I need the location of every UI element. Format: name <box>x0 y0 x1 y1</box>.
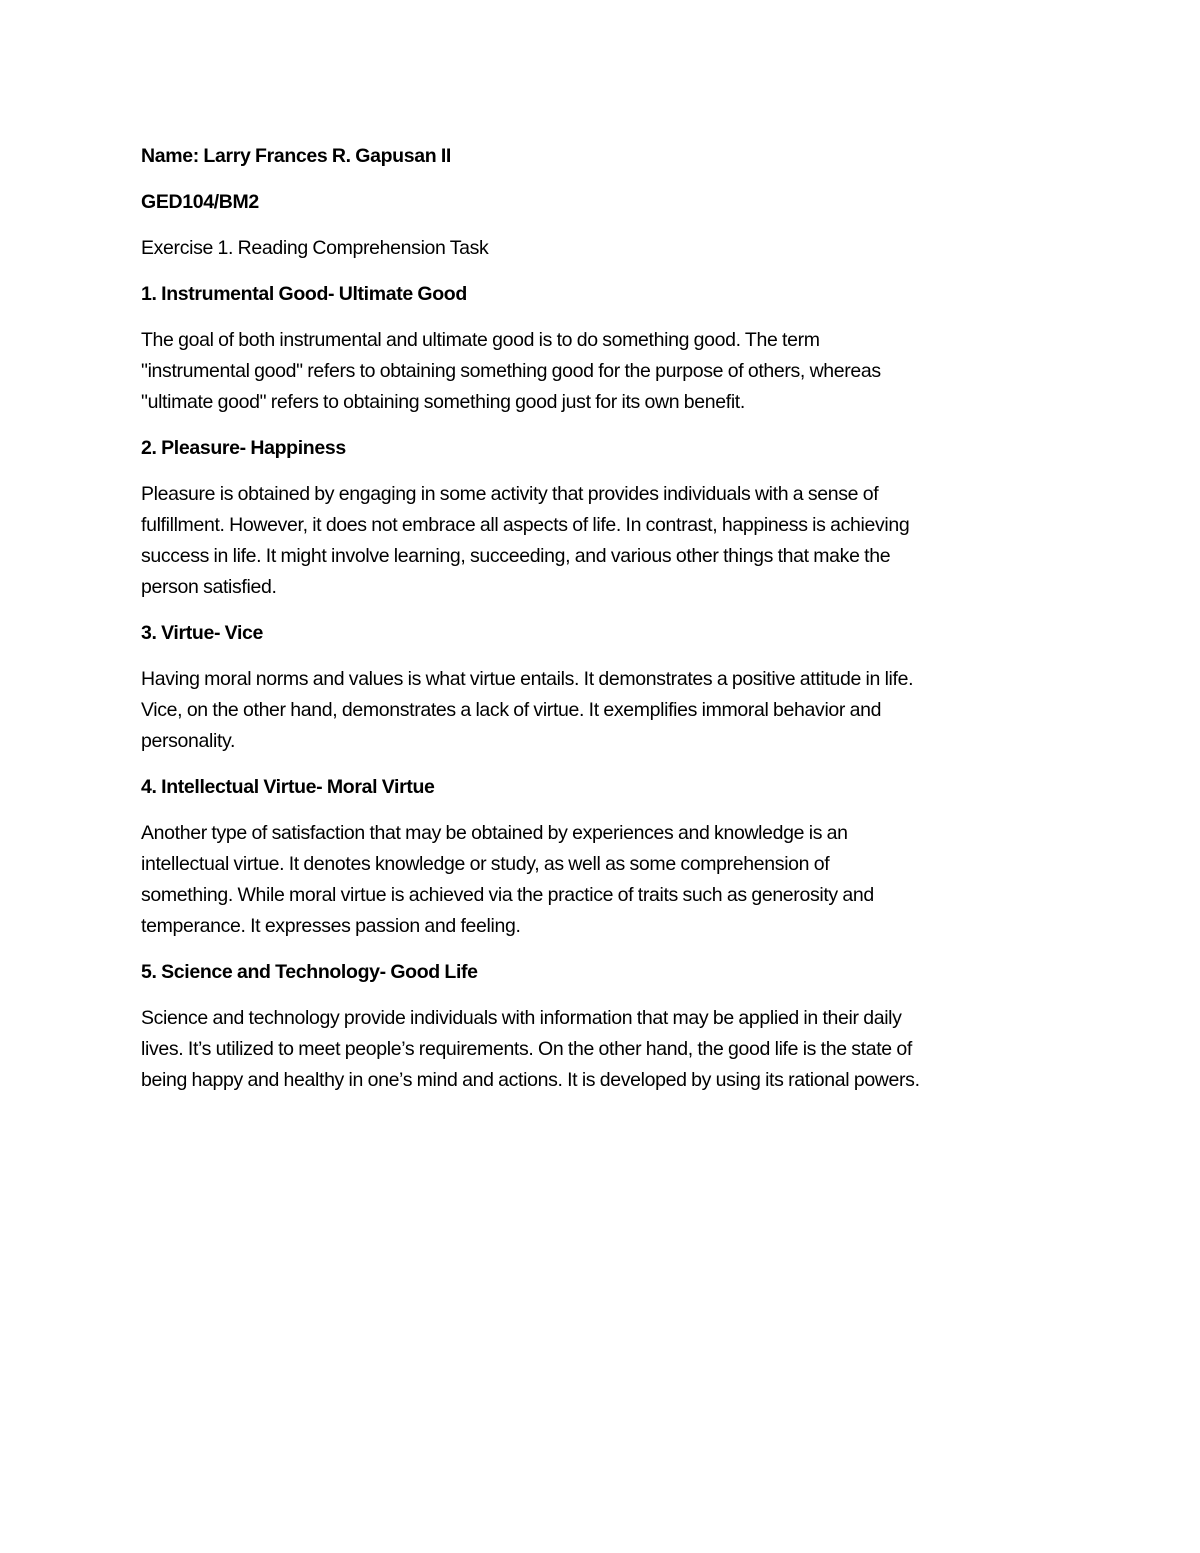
section-heading: 5. Science and Technology- Good Life <box>141 961 478 983</box>
paragraph-line: being happy and healthy in one’s mind and actions. It is developed by using its rational powers. <box>141 1069 920 1091</box>
paragraph-line: Having moral norms and values is what virtue entails. It demonstrates a positive attitude in life. <box>141 668 914 690</box>
paragraph-line: Another type of satisfaction that may be obtained by experiences and knowledge is an <box>141 822 848 844</box>
paragraph-line: Pleasure is obtained by engaging in some activity that provides individuals with a sense of <box>141 483 879 505</box>
paragraph-line: intellectual virtue. It denotes knowledge or study, as well as some comprehension of <box>141 853 830 875</box>
paragraph-line: person satisfied. <box>141 576 277 598</box>
paragraph-line: success in life. It might involve learning, succeeding, and various other things that make the <box>141 545 891 567</box>
section-heading: 1. Instrumental Good- Ultimate Good <box>141 283 467 305</box>
paragraph-line: Vice, on the other hand, demonstrates a lack of virtue. It exemplifies immoral behavior and <box>141 699 882 721</box>
paragraph-line: personality. <box>141 730 236 752</box>
section-heading: 3. Virtue- Vice <box>141 622 264 644</box>
paragraph-line: something. While moral virtue is achieved via the practice of traits such as generosity and <box>141 884 874 906</box>
section-paragraph <box>141 818 1081 942</box>
exercise-title: Exercise 1. Reading Comprehension Task <box>141 237 489 259</box>
paragraph-line: fulfillment. However, it does not embrace all aspects of life. In contrast, happiness is achieving <box>141 514 910 536</box>
section-paragraph <box>141 479 1081 603</box>
section-paragraph <box>141 1003 1081 1096</box>
student-name: Name: Larry Frances R. Gapusan II <box>141 145 451 167</box>
section-heading: 4. Intellectual Virtue- Moral Virtue <box>141 776 435 798</box>
paragraph-line: temperance. It expresses passion and feeling. <box>141 915 521 937</box>
section-heading: 2. Pleasure- Happiness <box>141 437 346 459</box>
paragraph-line: Science and technology provide individuals with information that may be applied in their daily <box>141 1007 902 1029</box>
paragraph-line: "ultimate good" refers to obtaining something good just for its own benefit. <box>141 391 745 413</box>
paragraph-line: lives. It’s utilized to meet people’s requirements. On the other hand, the good life is the state of <box>141 1038 912 1060</box>
document-content <box>141 141 1081 1111</box>
section-paragraph <box>141 325 1081 418</box>
course-code: GED104/BM2 <box>141 191 259 213</box>
paragraph-line: "instrumental good" refers to obtaining something good for the purpose of others, whereas <box>141 360 881 382</box>
section-paragraph <box>141 664 1081 757</box>
paragraph-line: The goal of both instrumental and ultimate good is to do something good. The term <box>141 329 820 351</box>
